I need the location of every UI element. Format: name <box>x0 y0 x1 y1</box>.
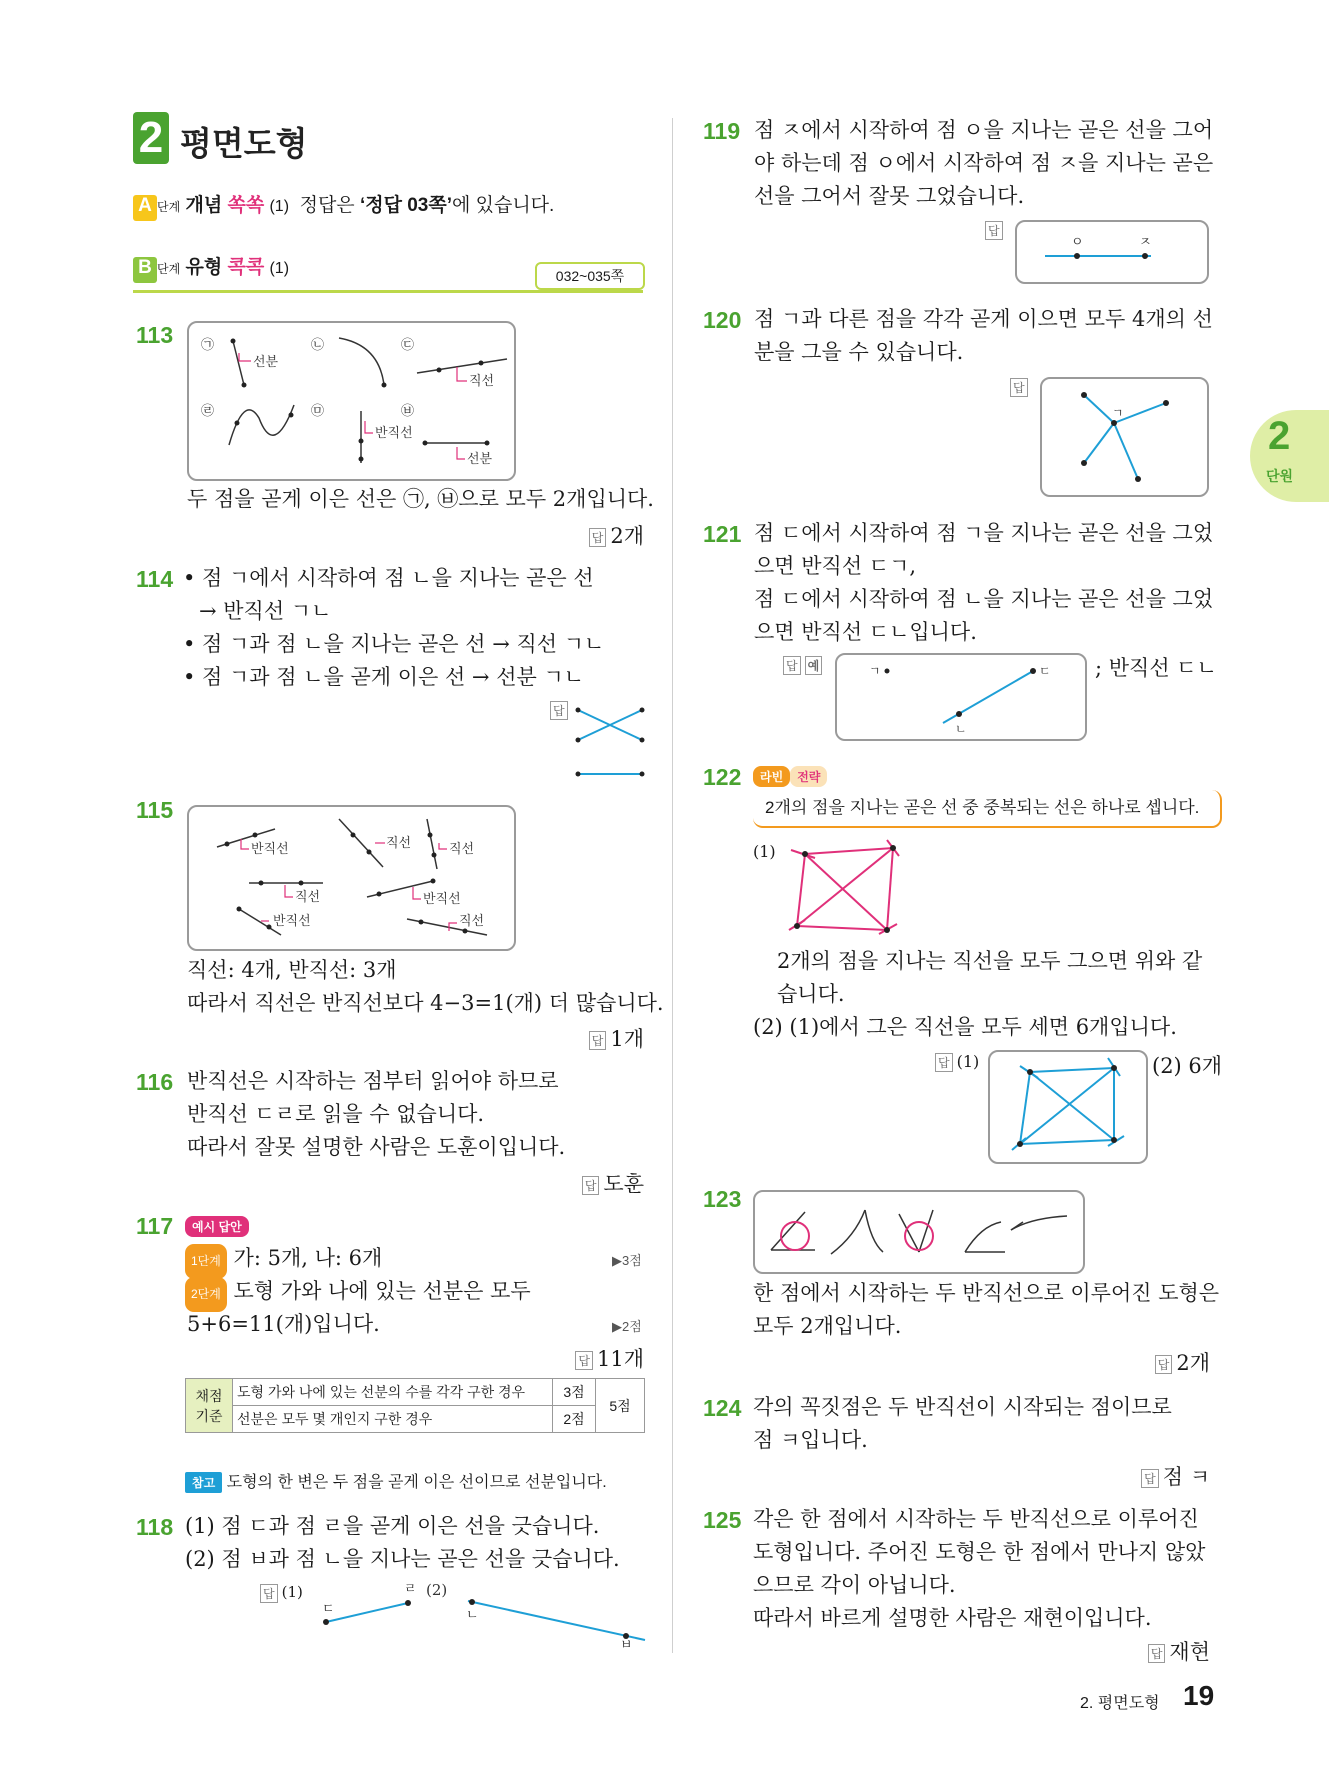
q113-label-b: ㉡ <box>311 338 325 353</box>
q125-line-1: 각은 한 점에서 시작하는 두 반직선으로 이루어진 <box>753 1507 1199 1531</box>
q122-part1-label: (1) <box>753 842 776 861</box>
q113-svg <box>189 323 514 479</box>
q113-label-f: ㉥ <box>401 404 415 419</box>
stage-b-underline <box>133 290 643 293</box>
q125-answer: 답 재현 <box>1148 1636 1210 1666</box>
q119-svg <box>1017 222 1207 282</box>
q117-answer: 답 11개 <box>575 1343 644 1373</box>
q124-number: 124 <box>703 1395 742 1421</box>
svg-text:ㅈ: ㅈ <box>1139 235 1152 250</box>
q113-wave <box>229 405 294 445</box>
q117-step1-points: ▶3점 <box>612 1253 642 1268</box>
q113-number: 113 <box>136 322 174 348</box>
q121-line-1: 점 ㄷ에서 시작하여 점 ㄱ을 지나는 곧은 선을 그었 <box>754 521 1214 545</box>
q113-figure <box>187 321 516 481</box>
svg-text:ㄱ: ㄱ <box>869 664 881 678</box>
q121-answer-text: ; 반직선 ㄷㄴ <box>1095 656 1217 680</box>
q113-label-c: ㉢ <box>401 338 415 353</box>
q113-label-d: ㉣ <box>201 404 215 419</box>
q121-answer-label: 답 예 <box>783 655 826 675</box>
stage-b-badge: B <box>133 257 157 283</box>
q122-line-3: (2) (1)에서 그은 직선을 모두 세면 6개입니다. <box>753 1015 1177 1039</box>
q117-grading-table <box>185 1378 645 1433</box>
q125-line-3: 으므로 각이 아닙니다. <box>753 1573 956 1597</box>
q119-answer-label: 답 <box>985 220 1007 240</box>
q123-line-1: 한 점에서 시작하는 두 반직선으로 이루어진 도형은 <box>753 1281 1220 1305</box>
q114-line-3: • 점 ㄱ과 점 ㄴ을 지나는 곧은 선 → 직선 ㄱㄴ <box>183 632 605 656</box>
q121-line-3: 점 ㄷ에서 시작하여 점 ㄴ을 지나는 곧은 선을 그었 <box>754 587 1214 611</box>
q122-answer-2: (2) 6개 <box>1152 1054 1223 1078</box>
q117-number: 117 <box>136 1213 174 1239</box>
q115-label-1: 반직선 <box>251 842 289 857</box>
q125-line-2: 도형입니다. 주어진 도형은 한 점에서 만나지 않았 <box>753 1540 1206 1564</box>
q120-number: 120 <box>703 307 742 333</box>
q121-line-4: 으면 반직선 ㄷㄴ입니다. <box>754 620 977 644</box>
q124-answer: 답 점 ㅋ <box>1141 1461 1210 1491</box>
q114-answer-figure <box>570 700 650 790</box>
q123-line-2: 모두 2개입니다. <box>753 1314 902 1338</box>
q124-line-2: 점 ㅋ입니다. <box>753 1428 868 1452</box>
q115-label-7: 직선 <box>459 914 485 929</box>
grading-row1: 도형 가와 나에 있는 선분의 수를 각각 구한 경우 <box>233 1379 553 1406</box>
q121-line-2: 으면 반직선 ㄷㄱ, <box>754 554 917 578</box>
q117-step2: 2단계 도형 가와 나에 있는 선분은 모두 <box>185 1275 531 1312</box>
q115-line-1: 직선: 4개, 반직선: 3개 <box>187 958 397 982</box>
q121-answer-box <box>835 653 1087 741</box>
q115-figure <box>187 805 516 951</box>
q117-step2b: 5+6=11(개)입니다. <box>187 1312 380 1336</box>
q118-number: 118 <box>136 1514 174 1540</box>
q117-note: 참고 도형의 한 변은 두 점을 곧게 이은 선이므로 선분입니다. <box>185 1469 607 1493</box>
q116-line-3: 따라서 잘못 설명한 사람은 도훈이입니다. <box>187 1135 566 1159</box>
q122-answer-box <box>988 1050 1148 1164</box>
q120-line-1: 점 ㄱ과 다른 점을 각각 곧게 이으면 모두 4개의 선 <box>754 307 1213 331</box>
q113-name-a: 선분 <box>253 355 279 370</box>
q113-name-f: 선분 <box>467 452 493 467</box>
q124-line-1: 각의 꼭짓점은 두 반직선이 시작되는 점이므로 <box>753 1395 1172 1419</box>
q114-answer-label: 답 <box>550 700 572 720</box>
svg-text:ㄷ: ㄷ <box>1039 664 1051 678</box>
q114-number: 114 <box>136 566 174 592</box>
q118-answer-figure <box>300 1575 650 1650</box>
q116-line-1: 반직선은 시작하는 점부터 읽어야 하므로 <box>187 1069 559 1093</box>
q113-curve <box>339 338 384 385</box>
q123-answer: 답 2개 <box>1155 1347 1210 1377</box>
q116-answer: 답 도훈 <box>582 1168 644 1198</box>
q122-strategy: 2개의 점을 지나는 곧은 선 중 중복되는 선은 하나로 셉니다. <box>753 790 1222 828</box>
q122-figure-pink <box>775 838 925 942</box>
q120-line-2: 분을 그을 수 있습니다. <box>754 340 964 364</box>
q122-line-1: 2개의 점을 지나는 직선을 모두 그으면 위와 같 <box>777 949 1203 973</box>
q122-number: 122 <box>703 764 742 790</box>
q122-line-2: 습니다. <box>777 982 845 1006</box>
q122-svg <box>990 1052 1146 1162</box>
q115-label-6: 반직선 <box>273 914 311 929</box>
svg-text:(2): (2) <box>426 1581 448 1599</box>
q118-line-2: (2) 점 ㅂ과 점 ㄴ을 지나는 곧은 선을 긋습니다. <box>185 1547 620 1571</box>
q123-number: 123 <box>703 1186 742 1212</box>
page-number: 19 <box>1183 1680 1215 1711</box>
q114-line-1: • 점 ㄱ에서 시작하여 점 ㄴ을 지나는 곧은 선 <box>183 566 594 590</box>
q113-name-e: 반직선 <box>375 426 413 441</box>
q118-answer-label: 답 (1) <box>260 1583 303 1603</box>
q123-figure <box>753 1190 1085 1274</box>
grading-total: 5점 <box>596 1379 645 1433</box>
svg-text:ㅂ: ㅂ <box>620 1638 633 1650</box>
side-tab-number: 2 <box>1268 414 1291 458</box>
q118-line-1: (1) 점 ㄷ과 점 ㄹ을 곧게 이은 선을 긋습니다. <box>185 1514 600 1538</box>
q113-text: 두 점을 곧게 이은 선은 ㉠, ㉥으로 모두 2개입니다. <box>187 487 654 511</box>
q113-segment <box>233 341 244 385</box>
q115-label-4: 직선 <box>295 890 321 905</box>
q113-label-e: ㉤ <box>311 404 325 419</box>
svg-text:ㄴ: ㄴ <box>466 1608 479 1623</box>
q113-name-c: 직선 <box>469 374 495 389</box>
q114-line-4: • 점 ㄱ과 점 ㄴ을 곧게 이은 선 → 선분 ㄱㄴ <box>183 665 585 689</box>
svg-text:ㄱ: ㄱ <box>1112 406 1124 420</box>
q120-answer-label: 답 <box>1010 377 1032 397</box>
q115-label-2: 직선 <box>386 836 412 851</box>
q117-step2-points: ▶2점 <box>612 1319 642 1334</box>
stage-a-badge: A <box>133 195 157 221</box>
q119-line-1: 점 ㅈ에서 시작하여 점 ㅇ을 지나는 곧은 선을 그어 <box>754 118 1214 142</box>
q115-number: 115 <box>136 797 174 823</box>
q119-answer-box <box>1015 220 1209 284</box>
q117-tag: 예시 답안 <box>185 1216 249 1237</box>
column-divider <box>672 118 673 1653</box>
q114-line-2: → 반직선 ㄱㄴ <box>199 599 332 623</box>
q113-answer: 답 2개 <box>589 520 644 550</box>
page-range-badge: 032~035쪽 <box>535 262 645 290</box>
q115-answer: 답 1개 <box>589 1023 644 1053</box>
q120-answer-box <box>1040 377 1209 497</box>
q115-line-2: 따라서 직선은 반직선보다 4−3=1(개) 더 많습니다. <box>187 991 664 1015</box>
side-tab <box>1250 410 1329 502</box>
q117-step1: 1단계 가: 5개, 나: 6개 <box>185 1242 382 1279</box>
q115-label-5: 반직선 <box>423 892 461 907</box>
grading-row2: 선분은 모두 몇 개인지 구한 경우 <box>233 1406 553 1433</box>
q120-svg <box>1042 379 1207 495</box>
chapter-title: 평면도형 <box>180 125 308 162</box>
q115-svg <box>189 807 514 949</box>
chapter-mark: 2 <box>133 112 169 164</box>
q115-label-3: 직선 <box>449 842 475 857</box>
grading-row1-points: 3점 <box>553 1379 596 1406</box>
q119-line-2: 야 하는데 점 ㅇ에서 시작하여 점 ㅈ을 지나는 곧은 <box>754 151 1214 175</box>
svg-text:ㄹ: ㄹ <box>404 1582 417 1597</box>
svg-text:ㄴ: ㄴ <box>955 722 967 736</box>
q125-number: 125 <box>703 1507 742 1533</box>
q122-tags: 라빈 전략 <box>753 766 827 787</box>
q125-line-4: 따라서 바르게 설명한 사람은 재현이입니다. <box>753 1606 1152 1630</box>
stage-a-heading: A 단계 개념 쏙쏙 (1) 정답은 ‘정답 03쪽’에 있습니다. <box>133 190 554 221</box>
q119-number: 119 <box>703 118 741 144</box>
grading-label: 채점 기준 <box>186 1379 233 1433</box>
q116-number: 116 <box>136 1069 174 1095</box>
q119-line-3: 선을 그어서 잘못 그었습니다. <box>754 184 1025 208</box>
q121-number: 121 <box>703 521 742 547</box>
stage-b-heading: B 단계 유형 콕콕 (1) <box>133 252 289 283</box>
q116-line-2: 반직선 ㄷㄹ로 읽을 수 없습니다. <box>187 1102 485 1126</box>
q122-answer-label: 답 (1) <box>935 1052 979 1072</box>
side-tab-label: 단원 <box>1266 468 1294 484</box>
q121-svg <box>837 655 1085 739</box>
q113-line <box>417 359 507 373</box>
grading-row2-points: 2점 <box>553 1406 596 1433</box>
footer-chapter: 2. 평면도형 <box>1080 1695 1160 1712</box>
q113-label-a: ㉠ <box>201 338 215 353</box>
q123-svg <box>755 1192 1083 1272</box>
svg-text:ㄷ: ㄷ <box>322 1602 335 1617</box>
svg-text:ㅇ: ㅇ <box>1071 235 1084 250</box>
